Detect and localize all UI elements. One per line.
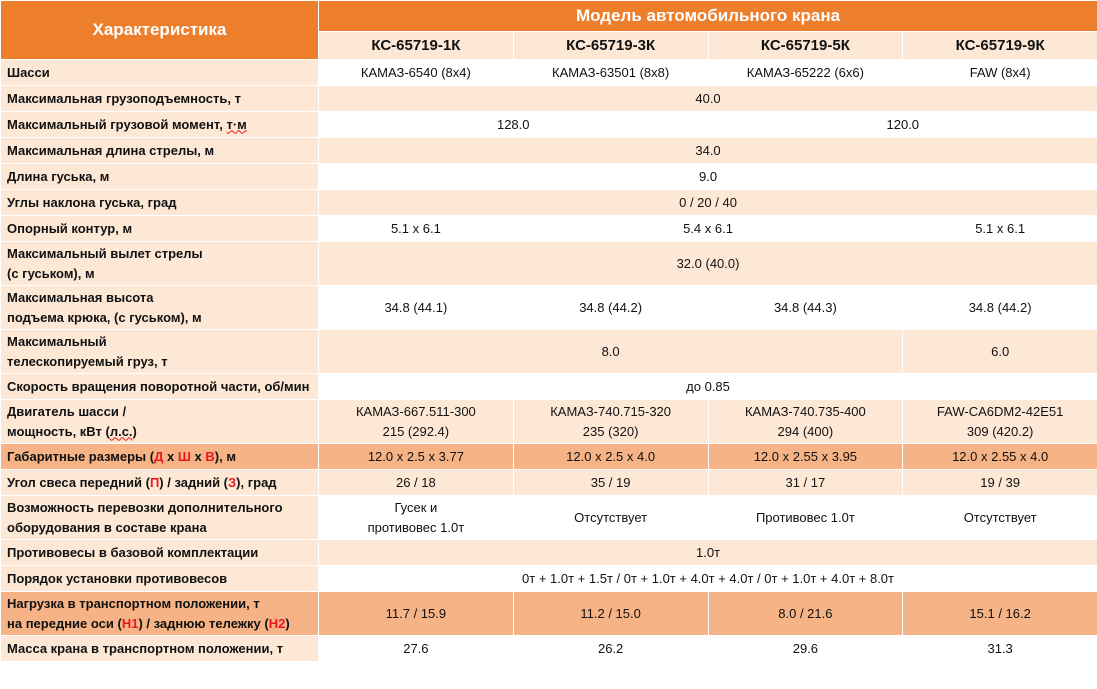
model-header: КС-65719-5К: [708, 32, 903, 60]
row-label: Масса крана в транспортном положении, т: [1, 636, 319, 662]
cell-value: 11.2 / 15.0: [513, 592, 708, 636]
row-label-line: оборудования в составе крана: [7, 519, 207, 535]
table-row: [1, 636, 1097, 662]
dimension-letter: Д: [154, 448, 164, 464]
table-row: [1, 374, 1097, 400]
row-label-unit: л.с.: [109, 423, 133, 439]
row-label: Максимальная длина стрелы, м: [1, 138, 319, 164]
row-label: Порядок установки противовесов: [1, 566, 319, 592]
row-label: Шасси: [1, 60, 319, 86]
row-label-text: ) / задний (: [159, 474, 229, 490]
row-label: [1, 242, 319, 286]
row-label-text: х: [190, 448, 206, 464]
cell-value: 12.0 x 2.5 x 4.0: [513, 444, 708, 470]
row-label-text: на передние оси (: [7, 615, 122, 631]
cell-value: Отсутствует: [903, 496, 1097, 540]
engine-model: FAW-CA6DM2-42E51: [936, 403, 1064, 419]
row-label-line: подъема крюка, (с гуськом), м: [7, 309, 202, 325]
table-row: [1, 60, 1097, 86]
engine-model: КАМАЗ-740.715-320: [550, 403, 672, 419]
dimension-letter: Н1: [121, 615, 139, 631]
row-label: [1, 496, 319, 540]
dimension-letter: П: [149, 474, 160, 490]
cell-value: 6.0: [903, 330, 1097, 374]
model-header: КС-65719-9К: [903, 32, 1097, 60]
cell-value: Отсутствует: [513, 496, 708, 540]
table-row: [1, 164, 1097, 190]
cell-value: 26 / 18: [319, 470, 514, 496]
cell-value: 29.6: [708, 636, 903, 662]
dimension-letter: Н2: [268, 615, 286, 631]
cell-value: 31.3: [903, 636, 1097, 662]
cell-value: 120.0: [708, 112, 1097, 138]
row-label-text: ), м: [214, 448, 236, 464]
table-row: [1, 330, 1097, 374]
row-label: Максимальная грузоподъемность, т: [1, 86, 319, 112]
row-label: Длина гуська, м: [1, 164, 319, 190]
row-label-text: х: [163, 448, 178, 464]
row-label: [1, 112, 319, 138]
cell-value: 5.4 x 6.1: [513, 216, 903, 242]
cell-value: 27.6: [319, 636, 514, 662]
row-label-text: Угол свеса передний (: [7, 474, 150, 490]
cell-value: 34.8 (44.3): [708, 286, 903, 330]
row-label-text: ): [285, 615, 290, 631]
characteristic-header: Характеристика: [1, 1, 319, 60]
cell-value: 5.1 x 6.1: [319, 216, 514, 242]
row-label: Противовесы в базовой комплектации: [1, 540, 319, 566]
engine-power: 215 (292.4): [382, 423, 450, 439]
row-label: [1, 286, 319, 330]
cell-line: Гусек и: [394, 499, 438, 515]
table-row: [1, 242, 1097, 286]
dimension-letter: В: [205, 448, 215, 464]
table-row: [1, 190, 1097, 216]
cell-value: 15.1 / 16.2: [903, 592, 1097, 636]
cell-value: 35 / 19: [513, 470, 708, 496]
table-row: [1, 286, 1097, 330]
cell-value: 40.0: [319, 86, 1097, 112]
table-row: [1, 112, 1097, 138]
table-row: [1, 540, 1097, 566]
cell-value: 128.0: [319, 112, 709, 138]
row-label-line: Максимальная высота: [7, 289, 154, 305]
cell-value: 34.8 (44.1): [319, 286, 514, 330]
cell-value: [708, 400, 903, 444]
row-label-unit: т·м: [226, 116, 247, 132]
cell-value: 31 / 17: [708, 470, 903, 496]
cell-value: 9.0: [319, 164, 1097, 190]
row-label-text: Габаритные размеры (: [7, 448, 155, 464]
row-label-line: Нагрузка в транспортном положении, т: [7, 595, 260, 611]
cell-value: 34.0: [319, 138, 1097, 164]
row-label: Углы наклона гуська, град: [1, 190, 319, 216]
row-label-line: телескопируемый груз, т: [7, 353, 168, 369]
dimension-letter: З: [228, 474, 237, 490]
cell-value: 0т + 1.0т + 1.5т / 0т + 1.0т + 4.0т + 4.0т / 0т + 1.0т + 4.0т + 8.0т: [319, 566, 1097, 592]
dimension-letter: Ш: [177, 448, 191, 464]
row-label: [1, 592, 319, 636]
row-label-line: Двигатель шасси /: [7, 403, 127, 419]
cell-value: 34.8 (44.2): [903, 286, 1097, 330]
cell-value: 8.0: [319, 330, 903, 374]
cell-value: КАМАЗ-6540 (8х4): [319, 60, 514, 86]
cell-value: 19 / 39: [903, 470, 1097, 496]
row-label: [1, 400, 319, 444]
cell-value: [319, 400, 514, 444]
model-header: КС-65719-3К: [513, 32, 708, 60]
row-label-text: Максимальный грузовой момент,: [7, 116, 227, 132]
cell-line: противовес 1.0т: [367, 519, 465, 535]
cell-value: 1.0т: [319, 540, 1097, 566]
cell-value: 12.0 x 2.55 x 4.0: [903, 444, 1097, 470]
row-label-line: (с гуськом), м: [7, 265, 95, 281]
table-row: [1, 216, 1097, 242]
cell-value: [903, 400, 1097, 444]
cell-value: КАМАЗ-63501 (8х8): [513, 60, 708, 86]
row-label-line: Максимальный: [7, 333, 107, 349]
engine-model: КАМАЗ-667.511-300: [355, 403, 476, 419]
cell-value: 11.7 / 15.9: [319, 592, 514, 636]
row-label-text: ) / заднюю тележку (: [138, 615, 269, 631]
cell-value: 12.0 x 2.55 x 3.95: [708, 444, 903, 470]
cell-value: FAW (8х4): [903, 60, 1097, 86]
row-label-text: мощность, кВт (: [7, 423, 110, 439]
row-label-text: ), град: [236, 474, 277, 490]
table-row: [1, 444, 1097, 470]
table-row: [1, 138, 1097, 164]
engine-power: 309 (420.2): [966, 423, 1034, 439]
cell-value: 5.1 x 6.1: [903, 216, 1097, 242]
row-label: [1, 470, 319, 496]
table-row: [1, 86, 1097, 112]
cell-value: до 0.85: [319, 374, 1097, 400]
table-row: [1, 566, 1097, 592]
cell-value: [513, 400, 708, 444]
table-header: [1, 1, 1097, 60]
cell-value: Противовес 1.0т: [708, 496, 903, 540]
engine-power: 294 (400): [777, 423, 834, 439]
cell-value: 12.0 x 2.5 x 3.77: [319, 444, 514, 470]
cell-value: 34.8 (44.2): [513, 286, 708, 330]
table-row: [1, 592, 1097, 636]
cell-value: КАМАЗ-65222 (6х6): [708, 60, 903, 86]
model-header: КС-65719-1К: [319, 32, 514, 60]
engine-power: 235 (320): [582, 423, 639, 439]
cell-value: 8.0 / 21.6: [708, 592, 903, 636]
row-label: Опорный контур, м: [1, 216, 319, 242]
cell-value: 32.0 (40.0): [319, 242, 1097, 286]
table-row: [1, 470, 1097, 496]
cell-value: [319, 496, 514, 540]
row-label-line: Максимальный вылет стрелы: [7, 245, 203, 261]
cell-value: 26.2: [513, 636, 708, 662]
row-label: Скорость вращения поворотной части, об/мин: [1, 374, 319, 400]
row-label: [1, 444, 319, 470]
row-label: [1, 330, 319, 374]
row-label-line: Возможность перевозки дополнительного: [7, 499, 283, 515]
row-label-text: ): [132, 423, 137, 439]
table-row: [1, 400, 1097, 444]
cell-value: 0 / 20 / 40: [319, 190, 1097, 216]
model-group-header: Модель автомобильного крана: [319, 1, 1097, 32]
engine-model: КАМАЗ-740.735-400: [744, 403, 866, 419]
table-row: [1, 496, 1097, 540]
